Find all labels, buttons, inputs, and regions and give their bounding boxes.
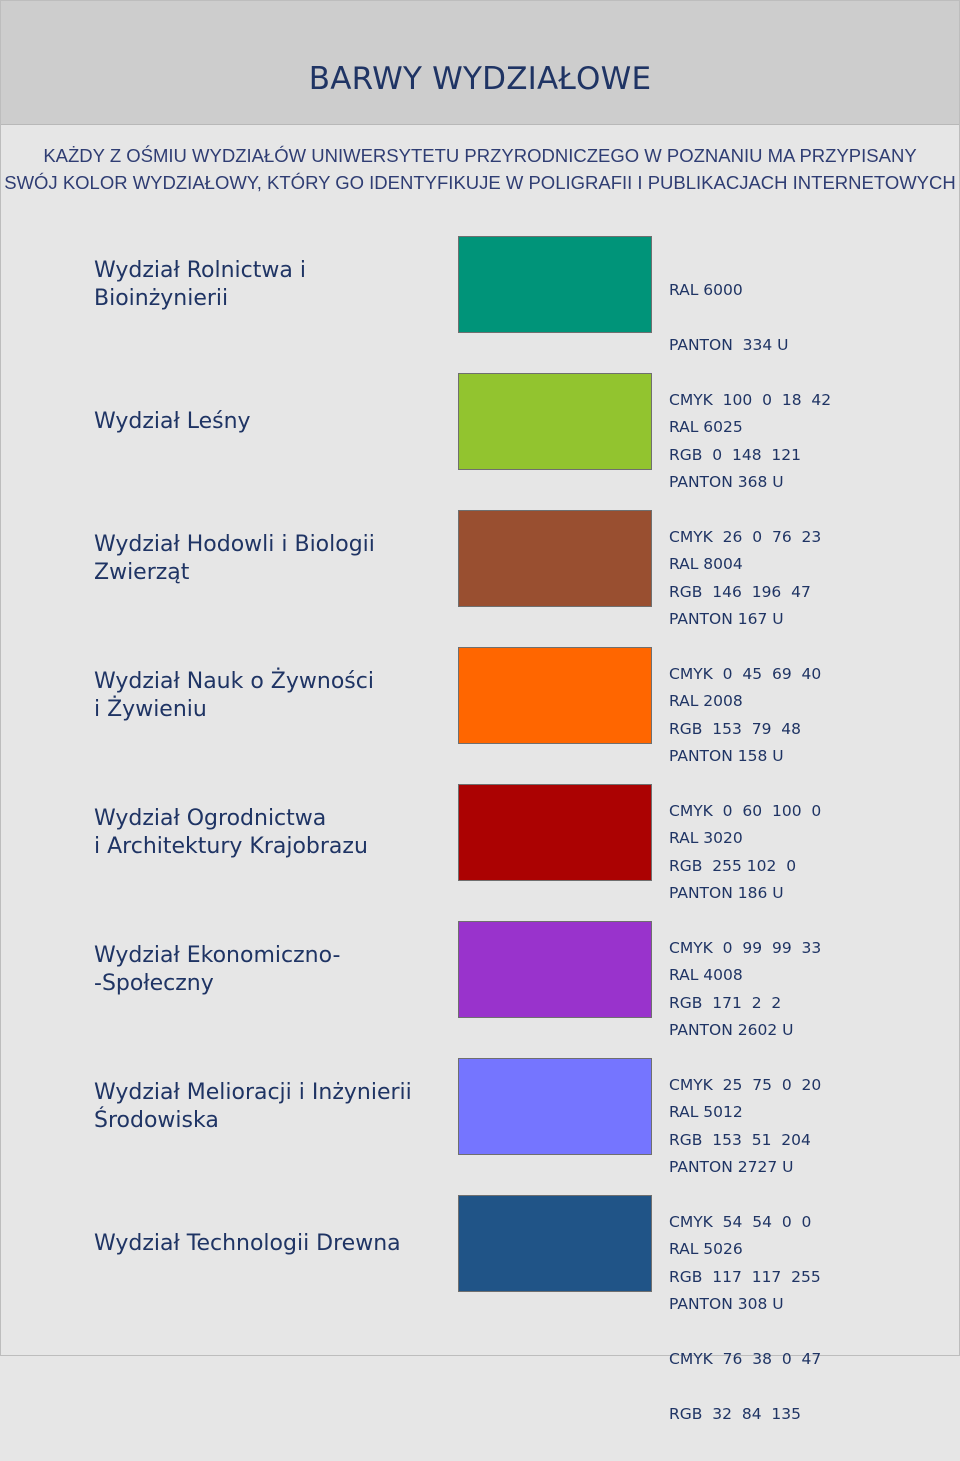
rgb-code: RGB 153 79 48 bbox=[669, 720, 802, 739]
color-swatch bbox=[458, 1195, 652, 1292]
pantone-code: PANTON 167 U bbox=[669, 610, 784, 629]
pantone-code: PANTON 368 U bbox=[669, 473, 784, 492]
ral-code: RAL 2008 bbox=[669, 691, 743, 710]
faculty-name: Wydział Melioracji i Inżynierii Środowiska bbox=[94, 1079, 412, 1133]
color-swatch bbox=[458, 510, 652, 607]
cmyk-code: CMYK 0 99 99 33 bbox=[669, 939, 822, 958]
pantone-code: PANTON 334 U bbox=[669, 336, 789, 355]
ral-code: RAL 4008 bbox=[669, 965, 743, 984]
color-swatch bbox=[458, 1058, 652, 1155]
ral-code: RAL 5012 bbox=[669, 1102, 743, 1121]
intro-line-1: KAŻDY Z OŚMIU WYDZIAŁÓW UNIWERSYTETU PRZYRODNICZEGO W POZNANIU MA PRZYPISANY bbox=[43, 145, 917, 166]
intro-line-2: SWÓJ KOLOR WYDZIAŁOWY, KTÓRY GO IDENTYFIKUJE W POLIGRAFII I PUBLIKACJACH INTERNETOWYCH bbox=[4, 172, 956, 193]
cmyk-code: CMYK 76 38 0 47 bbox=[669, 1350, 822, 1369]
faculty-name: Wydział Rolnictwa i Bioinżynierii bbox=[94, 257, 306, 311]
cmyk-code: CMYK 25 75 0 20 bbox=[669, 1076, 822, 1095]
faculty-name: Wydział Ekonomiczno- -Społeczny bbox=[94, 942, 341, 996]
faculty-name: Wydział Hodowli i Biologii Zwierząt bbox=[94, 531, 375, 585]
color-swatch bbox=[458, 236, 652, 333]
ral-code: RAL 3020 bbox=[669, 828, 743, 847]
color-codes bbox=[669, 1203, 949, 1461]
pantone-code: PANTON 2602 U bbox=[669, 1021, 794, 1040]
ral-code: RAL 6000 bbox=[669, 280, 743, 299]
color-swatch bbox=[458, 373, 652, 470]
rgb-code: RGB 255 102 0 bbox=[669, 857, 797, 876]
rgb-code: RGB 0 148 121 bbox=[669, 446, 802, 465]
color-swatch bbox=[458, 647, 652, 744]
rgb-code: RGB 117 117 255 bbox=[669, 1268, 821, 1287]
ral-code: RAL 8004 bbox=[669, 554, 743, 573]
rgb-code: RGB 153 51 204 bbox=[669, 1131, 811, 1150]
cmyk-code: CMYK 0 45 69 40 bbox=[669, 665, 822, 684]
cmyk-code: CMYK 54 54 0 0 bbox=[669, 1213, 812, 1232]
page-title: BARWY WYDZIAŁOWE bbox=[308, 61, 652, 97]
pantone-code: PANTON 186 U bbox=[669, 884, 784, 903]
faculty-row bbox=[1, 1195, 959, 1424]
faculty-name: Wydział Ogrodnictwa i Architektury Krajobrazu bbox=[94, 805, 368, 859]
ral-code: RAL 5026 bbox=[669, 1239, 743, 1258]
header-band bbox=[1, 1, 959, 125]
cmyk-code: CMYK 0 60 100 0 bbox=[669, 802, 822, 821]
cmyk-code: CMYK 26 0 76 23 bbox=[669, 528, 822, 547]
rgb-code: RGB 146 196 47 bbox=[669, 583, 811, 602]
ral-code: RAL 6025 bbox=[669, 417, 743, 436]
color-swatch bbox=[458, 784, 652, 881]
intro-text bbox=[1, 142, 959, 196]
faculty-name: Wydział Nauk o Żywności i Żywieniu bbox=[94, 668, 374, 722]
faculty-name: Wydział Leśny bbox=[94, 408, 251, 434]
rgb-code: RGB 32 84 135 bbox=[669, 1405, 802, 1424]
pantone-code: PANTON 2727 U bbox=[669, 1158, 794, 1177]
cmyk-code: CMYK 100 0 18 42 bbox=[669, 391, 832, 410]
pantone-code: PANTON 308 U bbox=[669, 1295, 784, 1314]
rgb-code: RGB 171 2 2 bbox=[669, 994, 782, 1013]
pantone-code: PANTON 158 U bbox=[669, 747, 784, 766]
color-swatch bbox=[458, 921, 652, 1018]
faculty-name: Wydział Technologii Drewna bbox=[94, 1230, 401, 1256]
